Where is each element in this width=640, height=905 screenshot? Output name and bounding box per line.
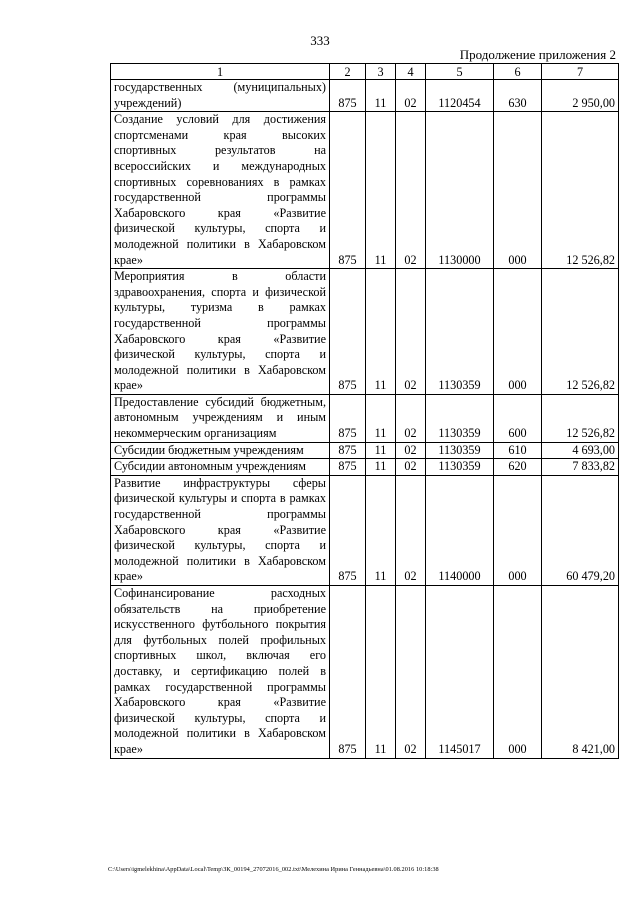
cell-section: 11 — [366, 442, 396, 459]
row-name: Субсидии автономным учреждениям — [111, 459, 330, 476]
appendix-continuation-label: Продолжение приложения 2 — [459, 47, 616, 62]
row-name: Развитие инфраструктуры сферы физической культуры и спорта в рамках государственной программы Хабаровского края «Развитие физической культуры, спорта и молодежной политики в Хабаровском крае» — [111, 475, 330, 585]
cell-target-item: 1120454 — [426, 80, 494, 112]
cell-section: 11 — [366, 475, 396, 585]
column-header-6: 6 — [494, 64, 542, 80]
column-header-2: 2 — [330, 64, 366, 80]
cell-target-item: 1130359 — [426, 394, 494, 442]
row-name: Софинансирование расходных обязательств на приобретение искусственного футбольного покрытия для футбольных полей профильных спортивных школ, включая его доставку, и сертификацию полей в рамках государственной программы Хабаровского края «Развитие физической культуры, спорта и молодежной политики в Хабаровском крае» — [111, 586, 330, 759]
cell-amount: 12 526,82 — [542, 394, 619, 442]
cell-section: 11 — [366, 269, 396, 395]
cell-ministry-code: 875 — [330, 586, 366, 759]
table-row — [111, 112, 619, 269]
row-name: Предоставление субсидий бюджетным, автономным учреждениям и иным некоммерческим организациям — [111, 394, 330, 442]
document-footer-path: C:\Users\igmelekhina\AppData\Local\Temp\ЗК_00194_27072016_002.txt\Мелехина Ирина Геннадьевна\01.08.2016 10:18:38 — [108, 866, 439, 873]
cell-target-item: 1140000 — [426, 475, 494, 585]
row-name: государственных (муниципальных) учреждений) — [111, 80, 330, 112]
cell-ministry-code: 875 — [330, 442, 366, 459]
table-row — [111, 394, 619, 442]
budget-table — [110, 63, 619, 759]
table-header-row — [111, 64, 619, 80]
table-row — [111, 442, 619, 459]
cell-expense-type: 000 — [494, 586, 542, 759]
cell-amount: 8 421,00 — [542, 586, 619, 759]
cell-target-item: 1145017 — [426, 586, 494, 759]
table-row — [111, 459, 619, 476]
cell-amount: 12 526,82 — [542, 269, 619, 395]
column-header-3: 3 — [366, 64, 396, 80]
cell-ministry-code: 875 — [330, 269, 366, 395]
cell-amount: 4 693,00 — [542, 442, 619, 459]
cell-expense-type: 610 — [494, 442, 542, 459]
row-name: Создание условий для достижения спортсменами края высоких спортивных результатов на всероссийских и международных спортивных соревнованиях в рамках государственной программы Хабаровского края «Развитие физической культуры, спорта и молодежной политики в Хабаровском крае» — [111, 112, 330, 269]
cell-target-item: 1130359 — [426, 269, 494, 395]
row-name: Мероприятия в области здравоохранения, спорта и физической культуры, туризма в рамках государственной программы Хабаровского края «Развитие физической культуры, спорта и молодежной политики в Хабаровском крае» — [111, 269, 330, 395]
cell-target-item: 1130359 — [426, 459, 494, 476]
table-row — [111, 80, 619, 112]
cell-subsection: 02 — [396, 394, 426, 442]
cell-subsection: 02 — [396, 269, 426, 395]
cell-section: 11 — [366, 459, 396, 476]
cell-expense-type: 000 — [494, 269, 542, 395]
cell-amount: 7 833,82 — [542, 459, 619, 476]
cell-subsection: 02 — [396, 442, 426, 459]
cell-ministry-code: 875 — [330, 112, 366, 269]
cell-ministry-code: 875 — [330, 459, 366, 476]
row-name: Субсидии бюджетным учреждениям — [111, 442, 330, 459]
cell-subsection: 02 — [396, 112, 426, 269]
cell-ministry-code: 875 — [330, 80, 366, 112]
column-header-7: 7 — [542, 64, 619, 80]
cell-section: 11 — [366, 586, 396, 759]
cell-subsection: 02 — [396, 459, 426, 476]
page-number: 333 — [310, 33, 330, 48]
cell-section: 11 — [366, 112, 396, 269]
column-header-1: 1 — [111, 64, 330, 80]
table-row — [111, 269, 619, 395]
cell-expense-type: 600 — [494, 394, 542, 442]
cell-expense-type: 000 — [494, 112, 542, 269]
cell-expense-type: 620 — [494, 459, 542, 476]
cell-target-item: 1130359 — [426, 442, 494, 459]
table-row — [111, 475, 619, 585]
cell-expense-type: 000 — [494, 475, 542, 585]
column-header-5: 5 — [426, 64, 494, 80]
cell-subsection: 02 — [396, 586, 426, 759]
cell-section: 11 — [366, 80, 396, 112]
cell-subsection: 02 — [396, 80, 426, 112]
cell-ministry-code: 875 — [330, 475, 366, 585]
cell-target-item: 1130000 — [426, 112, 494, 269]
cell-ministry-code: 875 — [330, 394, 366, 442]
table-row — [111, 586, 619, 759]
cell-section: 11 — [366, 394, 396, 442]
column-header-4: 4 — [396, 64, 426, 80]
cell-amount: 60 479,20 — [542, 475, 619, 585]
cell-subsection: 02 — [396, 475, 426, 585]
cell-amount: 2 950,00 — [542, 80, 619, 112]
cell-amount: 12 526,82 — [542, 112, 619, 269]
cell-expense-type: 630 — [494, 80, 542, 112]
